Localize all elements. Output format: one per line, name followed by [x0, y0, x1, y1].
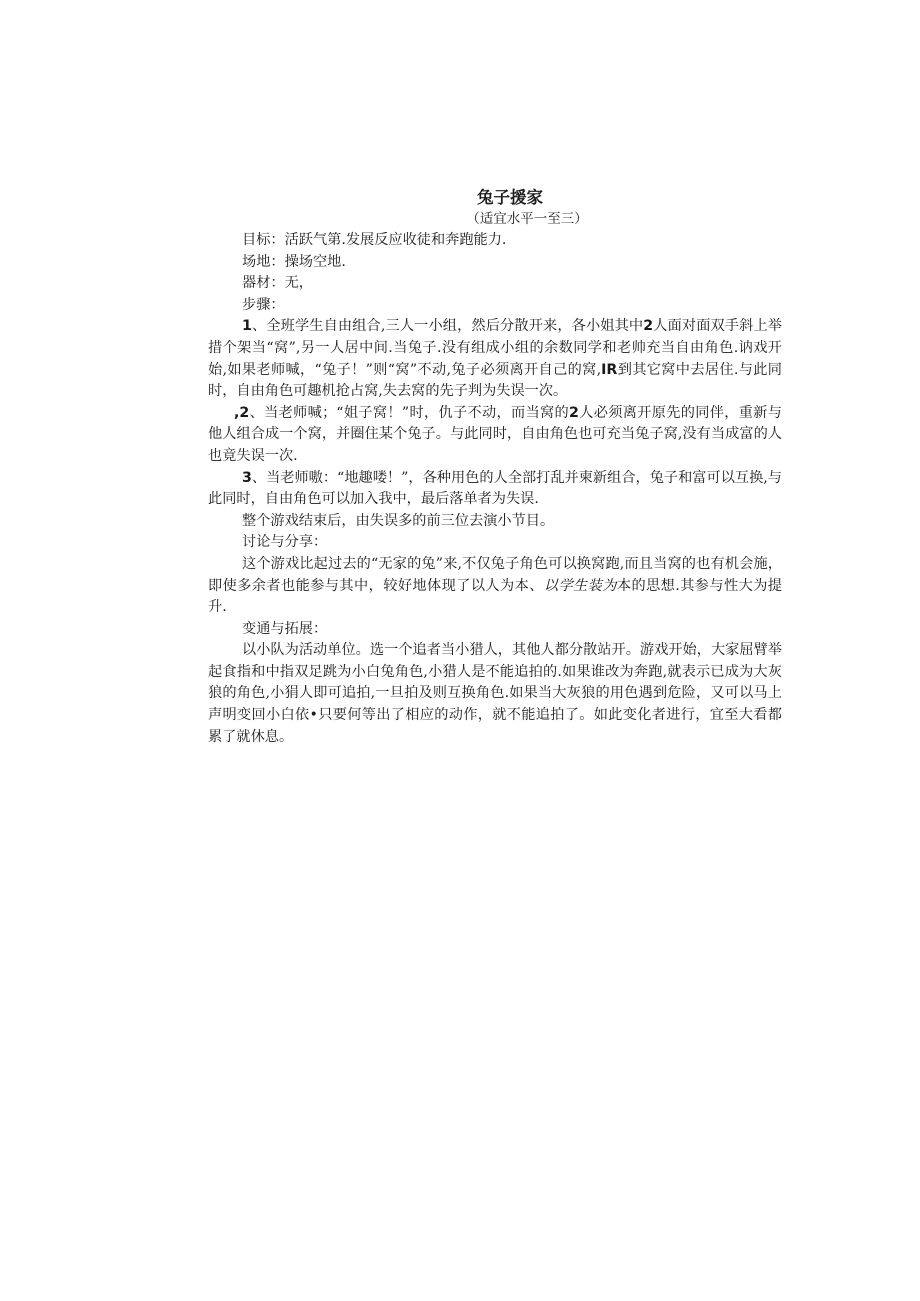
step-1-ir: IR: [601, 361, 618, 378]
variation-heading: 变通与拓展：: [242, 620, 328, 637]
ending-line: 整个游戏结束后，由失误多的前三位去演小节目。: [242, 512, 555, 529]
step-2-text-a: 、当老师喊；“姐子窝！”时，仇子不动，而当窝的: [249, 404, 570, 421]
discussion-paragraph: [208, 554, 782, 619]
step-2-paragraph: [208, 403, 782, 468]
discussion-heading: 讨论与分享：: [242, 534, 328, 551]
discussion-italic: 以学生装为: [543, 577, 617, 594]
document-page: [208, 186, 782, 748]
steps-heading: 步骤：: [242, 296, 285, 313]
step-2-number: ,2: [234, 404, 250, 421]
equipment-line: 器材：无，: [242, 275, 313, 292]
step-1-number: 1: [242, 318, 252, 335]
step-1-paragraph: [208, 316, 782, 402]
step-3-number: 3: [242, 469, 252, 486]
doc-subtitle: （适宜水平一至三）: [466, 211, 588, 227]
step-1-text-c: 到其它窝中去居住.与此同时，自由角色可趣机抢占窝,失去窝的先子判为失误一次。: [208, 361, 782, 400]
step-3-text: 、当老师嗷：“地趣喽！”，各种用色的人全部打乱并柬新组合，兔子和富可以互换,与此同时，自由角色可以加入我中，最后落单者为失误.: [208, 469, 782, 508]
step-1-number-2: 2: [643, 318, 654, 335]
discussion-text-b: 本的思想.其参与性大为提升.: [208, 577, 782, 616]
doc-title: 兔子援家: [477, 188, 543, 207]
goal-line: 目标：活跃气第.发展反应收徒和奔跑能力.: [242, 232, 507, 248]
step-2-number-2: 2: [569, 404, 579, 421]
step-3-paragraph: [208, 468, 782, 511]
venue-line: 场地：操场空地.: [242, 253, 346, 270]
step-1-text-b: 人面对面双手斜上举措个架当“窝”,另一人居中间.当兔子.没有组成小组的余数同学和老帅充当自由角色.讷戏开始,如果老师喊，“兔子！”则“窝”不动,兔子必须离开自己的窝,: [208, 318, 782, 378]
step-2-text-b: 人必须离开原先的同伴，重新与他人组合成一个窝，并圈住某个兔子。与此同时，自由角色也可充当兔子窝,没有当成富的人也竟失误一次.: [208, 404, 782, 464]
step-1-text-a: 、全班学生自由组合,三人一小组，然后分散开来，各小姐其中: [251, 318, 644, 335]
variation-paragraph: 以小队为活动单位。选一个追者当小猎人，其他人都分散站开。游戏开始，大家屈臂举起食指和中指双足跳为小白兔角色,小猎人是不能追拍的.如果谁改为奔跑,就表示已成为大灰狼的角色,小狷人即可追拍,一旦拍及则互换角色.如果当大灰狼的用色遇到危险，又可以马上声明变回小白依•只要何等出了相应的动作，就不能追拍了。如此变化者进行，宜至大看都累了就休息。: [208, 642, 782, 745]
discussion-text-a: 这个游戏比起过去的“无家的兔”来,不仅兔子角色可以换窝跑,而且当窝的也有机会施，即使多余者也能参与其中，较好地体现了以人为本、: [208, 555, 782, 594]
